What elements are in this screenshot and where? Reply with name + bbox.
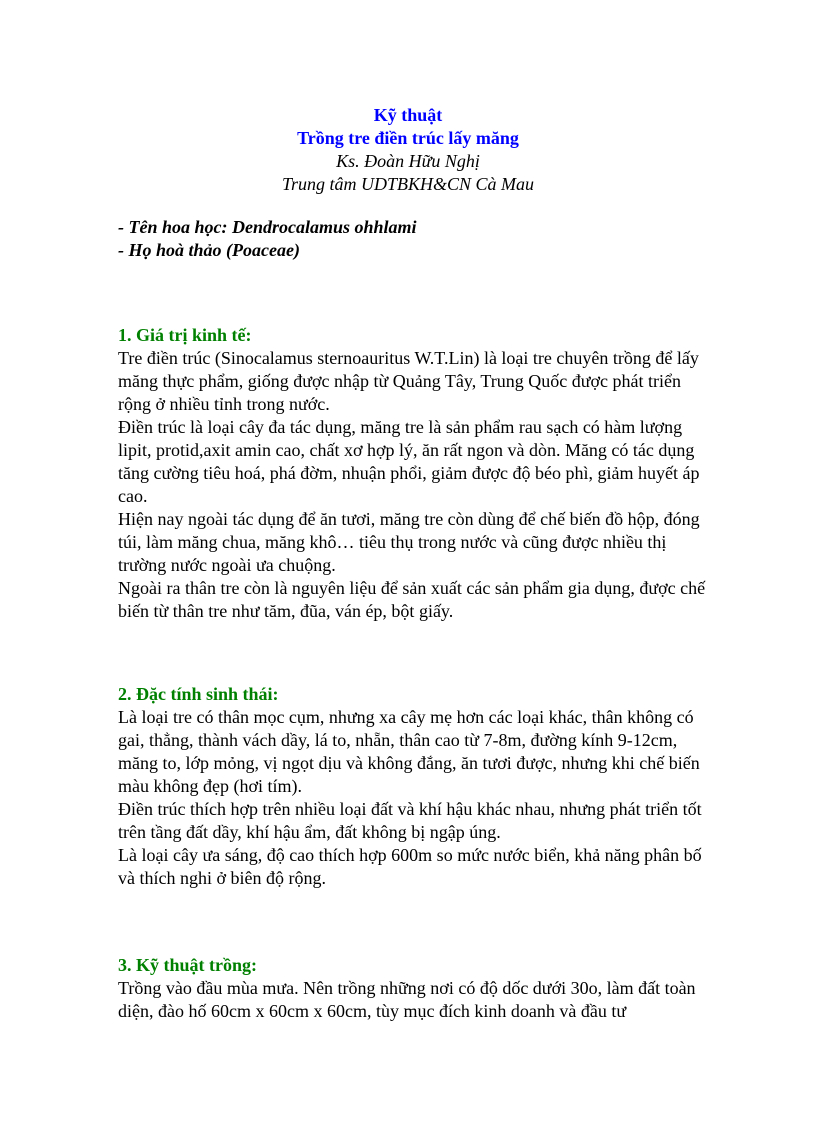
paragraph: Trồng vào đầu mùa mưa. Nên trồng những nơi có độ dốc dưới 30o, làm đất toàn diện, đào hố 60cm x 60cm x 60cm, tùy mục đích kinh doanh và đầu tư: [118, 978, 696, 1021]
section-heading: 1. Giá trị kinh tế:: [118, 325, 252, 345]
document-header: [0, 104, 816, 196]
organization-name: Trung tâm UDTBKH&CN Cà Mau: [281, 174, 535, 194]
section-ecological-traits: [118, 683, 708, 890]
document-title-line-2: Trồng tre điền trúc lấy măng: [297, 128, 519, 148]
section-heading: 3. Kỹ thuật trồng:: [118, 955, 257, 975]
paragraph: Hiện nay ngoài tác dụng để ăn tươi, măng tre còn dùng để chế biến đồ hộp, đóng túi, làm măng chua, măng khô… tiêu thụ trong nước và cũng được nhiều thị trường nước ngoài ưa chuộng.: [118, 509, 700, 575]
plant-family: - Họ hoà thảo (Poaceae): [118, 240, 300, 260]
author-name: Ks. Đoàn Hữu Nghị: [336, 151, 480, 171]
paragraph: Là loại tre có thân mọc cụm, nhưng xa cây mẹ hơn các loại khác, thân không có gai, thẳng, thành vách dầy, lá to, nhẵn, thân cao từ 7-8m, đường kính 9-12cm, măng to, lớp mỏng, vị ngọt dịu và không đắng, ăn tươi được, nhưng khi chế biến màu không đẹp (hơi tím).: [118, 707, 700, 796]
section-heading: 2. Đặc tính sinh thái:: [118, 684, 279, 704]
paragraph: Điền trúc thích hợp trên nhiều loại đất và khí hậu khác nhau, nhưng phát triển tốt trên tầng đất dầy, khí hậu ẩm, đất không bị ngập úng.: [118, 799, 702, 842]
section-planting-technique: [118, 954, 708, 1023]
section-economic-value: [118, 324, 708, 623]
paragraph: Ngoài ra thân tre còn là nguyên liệu để sản xuất các sản phẩm gia dụng, được chế biến từ thân tre như tăm, đũa, ván ép, bột giấy.: [118, 578, 706, 621]
paragraph: Là loại cây ưa sáng, độ cao thích hợp 600m so mức nước biển, khả năng phân bố và thích nghi ở biên độ rộng.: [118, 845, 702, 888]
paragraph: Tre điền trúc (Sinocalamus sternoauritus W.T.Lin) là loại tre chuyên trồng để lấy măng thực phẩm, giống được nhập từ Quảng Tây, Trung Quốc được phát triển rộng ở nhiều tỉnh trong nước.: [118, 348, 699, 414]
scientific-name: - Tên hoa học: Dendrocalamus ohhlami: [118, 217, 417, 237]
document-title-line-1: Kỹ thuật: [373, 105, 443, 125]
plant-metadata: [118, 216, 417, 262]
paragraph: Điền trúc là loại cây đa tác dụng, măng tre là sản phẩm rau sạch có hàm lượng lipit, protid,axit amin cao, chất xơ hợp lý, ăn rất ngon và dòn. Măng có tác dụng tăng cường tiêu hoá, phá đờm, nhuận phổi, giảm được độ béo phì, giảm huyết áp cao.: [118, 417, 700, 506]
